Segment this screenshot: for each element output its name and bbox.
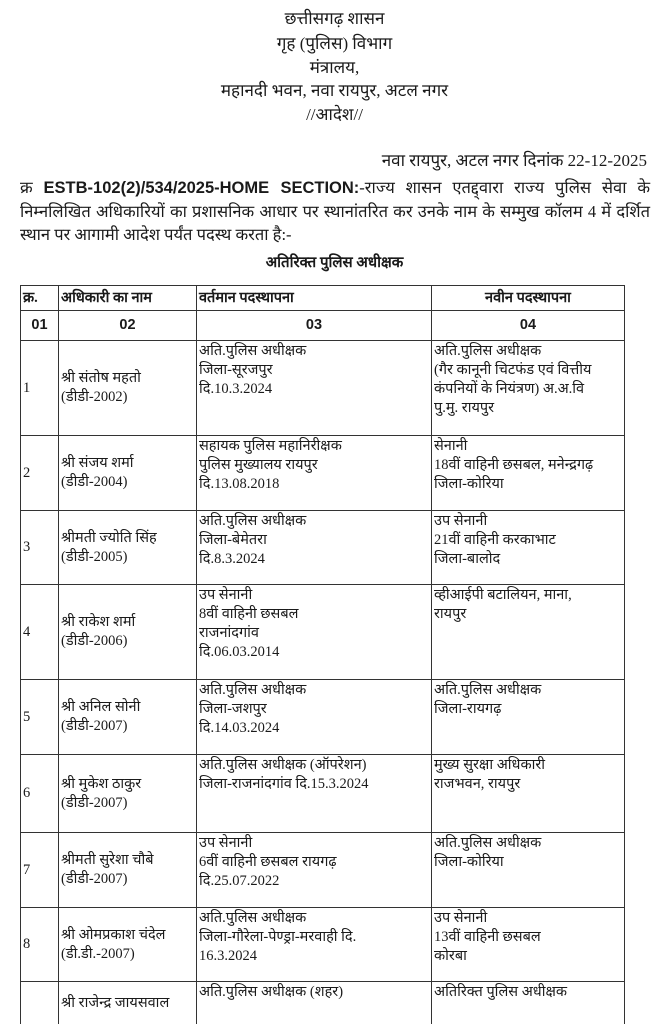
current-posting-line: दि.10.3.2024 (199, 381, 273, 397)
current-posting-line: राजनांदगांव (199, 625, 259, 641)
ministry-name: मंत्रालय, (309, 58, 360, 77)
column-number: 01 (21, 311, 59, 341)
new-posting-line: सेनानी (434, 438, 468, 454)
government-name: छत्तीसगढ़ शासन (284, 9, 385, 28)
serial-number-line: 3 (23, 539, 31, 555)
new-posting (432, 680, 625, 755)
current-posting-line: दि.14.03.2024 (199, 720, 280, 736)
officer-name-line: (डीडी-2004) (61, 474, 128, 490)
new-posting-line: 18वीं वाहिनी छसबल, मनेन्द्रगढ़ (434, 457, 594, 473)
current-posting-line: दि.06.03.2014 (199, 644, 280, 660)
current-posting-line: दि.25.07.2022 (199, 873, 280, 889)
new-posting (432, 585, 625, 680)
new-posting-line: रायपुर (434, 606, 467, 622)
officer-name (59, 511, 197, 585)
serial-number-line: 1 (23, 379, 31, 396)
order-prefix: क्र (20, 178, 33, 197)
new-posting-line: कोरबा (434, 948, 467, 964)
order-text: -राज्य शासन एतद्द्वारा राज्य पुलिस सेवा के निम्नलिखित अधिकारियों का प्रशासनिक आधार पर स्थानांतरित कर उनके नाम के सम्मुख कॉलम 4 में दर्शित स्थान पर आगामी आदेश पर्यंत पदस्थ करता है:- (20, 178, 651, 244)
serial-number (21, 680, 59, 755)
order-number: ESTB-102(2)/534/2025-HOME SECTION: (43, 179, 360, 197)
new-posting-line: 13वीं वाहिनी छसबल (434, 929, 541, 945)
officer-name (59, 982, 197, 1024)
current-posting-line: जिला-गौरेला-पेण्ड्रा-मरवाही दि. (199, 929, 357, 945)
current-posting-line: 16.3.2024 (199, 948, 257, 964)
serial-number (21, 341, 59, 436)
new-posting-line: जिला-बालोद (434, 551, 501, 567)
header-officer-name: अधिकारी का नाम (59, 286, 197, 311)
header-serial: क्र. (21, 286, 59, 311)
current-posting-line: जिला-राजनांदगांव दि.15.3.2024 (199, 776, 369, 792)
officer-name-line: (डीडी-2006) (61, 633, 128, 649)
new-posting-line: अति.पुलिस अधीक्षक (434, 682, 542, 698)
officer-name (59, 436, 197, 511)
current-posting-line: 6वीं वाहिनी छसबल रायगढ़ (199, 854, 337, 870)
serial-number (21, 833, 59, 908)
current-posting (197, 908, 432, 982)
address: महानदी भवन, नवा रायपुर, अटल नगर (220, 81, 449, 100)
table-row (21, 755, 625, 833)
current-posting-line: दि.8.3.2024 (199, 551, 265, 567)
header-current-posting: वर्तमान पदस्थापना (197, 286, 432, 311)
current-posting (197, 680, 432, 755)
current-posting-line: अति.पुलिस अधीक्षक (199, 910, 307, 926)
table-row (21, 511, 625, 585)
serial-number (21, 585, 59, 680)
header-new-posting: नवीन पदस्थापना (432, 286, 625, 311)
current-posting (197, 341, 432, 436)
current-posting-line: दि.13.08.2018 (199, 476, 280, 492)
serial-number-line: 8 (23, 936, 31, 952)
new-posting (432, 436, 625, 511)
new-posting (432, 341, 625, 436)
serial-number-line: 6 (23, 785, 31, 801)
column-number: 04 (432, 311, 625, 341)
officer-name (59, 680, 197, 755)
department-name: गृह (पुलिस) विभाग (276, 34, 393, 53)
order-paragraph (20, 176, 650, 246)
serial-number-line: 2 (23, 464, 31, 481)
officer-name-line: श्री राकेश शर्मा (61, 614, 136, 630)
new-posting-line: जिला-कोरिया (434, 476, 504, 492)
current-posting-line: जिला-जशपुर (199, 701, 267, 717)
officer-name (59, 908, 197, 982)
current-posting-line: 8वीं वाहिनी छसबल (199, 606, 299, 622)
date-line: नवा रायपुर, अटल नगर दिनांक 22-12-2025 (381, 151, 647, 170)
serial-number (21, 755, 59, 833)
new-posting (432, 511, 625, 585)
current-posting-line: सहायक पुलिस महानिरीक्षक (199, 438, 342, 454)
serial-number (21, 908, 59, 982)
new-posting (432, 908, 625, 982)
column-number: 02 (59, 311, 197, 341)
officer-name-line: श्री राजेन्द्र जायसवाल (61, 994, 170, 1011)
serial-number (21, 511, 59, 585)
order-title: //आदेश// (306, 105, 363, 124)
current-posting-line: जिला-बेमेतरा (199, 532, 267, 548)
table-row (21, 680, 625, 755)
officer-name-line: श्री संतोष महतो (61, 370, 141, 386)
new-posting (432, 755, 625, 833)
officer-name (59, 585, 197, 680)
serial-number (21, 436, 59, 511)
new-posting (432, 833, 625, 908)
officer-name-line: श्रीमती ज्योति सिंह (61, 529, 157, 546)
column-number-row (21, 311, 625, 341)
current-posting (197, 982, 432, 1024)
new-posting-line: अतिरिक्त पुलिस अधीक्षक (434, 984, 567, 1000)
current-posting-line: अति.पुलिस अधीक्षक (199, 682, 307, 698)
new-posting-line: राजभवन, रायपुर (434, 776, 521, 792)
officer-name-line: श्री संजय शर्मा (61, 455, 134, 471)
new-posting-line: कंपनियों के नियंत्रण) अ.अ.वि (434, 381, 585, 397)
current-posting (197, 755, 432, 833)
new-posting-line: जिला-रायगढ़ (434, 701, 502, 717)
table-row (21, 436, 625, 511)
new-posting-line: जिला-कोरिया (434, 854, 504, 870)
current-posting-line: जिला-सूरजपुर (199, 362, 273, 378)
table-header-row (21, 286, 625, 311)
officer-name-line: (डीडी-2007) (61, 871, 128, 887)
new-posting-line: अति.पुलिस अधीक्षक (434, 835, 542, 851)
serial-number-line: 4 (23, 623, 31, 640)
new-posting-line: उप सेनानी (434, 513, 488, 529)
current-posting-line: उप सेनानी (199, 835, 253, 851)
officer-name-line: श्रीमती सुरेशा चौबे (61, 852, 154, 868)
table-row (21, 982, 625, 1024)
current-posting-line: अति.पुलिस अधीक्षक (ऑपरेशन) (199, 757, 367, 773)
serial-number (21, 982, 59, 1024)
officer-name-line: (डीडी-2007) (61, 794, 128, 811)
officer-name (59, 833, 197, 908)
current-posting-line: उप सेनानी (199, 587, 253, 603)
current-posting-line: अति.पुलिस अधीक्षक (199, 513, 307, 529)
new-posting-line: (गैर कानूनी चिटफंड एवं वित्तीय (434, 362, 592, 378)
column-number: 03 (197, 311, 432, 341)
current-posting (197, 436, 432, 511)
table-row (21, 585, 625, 680)
new-posting-line: पु.मु. रायपुर (434, 400, 495, 416)
new-posting-line: उप सेनानी (434, 910, 488, 926)
current-posting (197, 585, 432, 680)
officer-name-line: श्री मुकेश ठाकुर (61, 775, 142, 792)
transfer-table (20, 285, 625, 1024)
officer-name-line: (डीडी-2005) (61, 548, 128, 565)
officer-name-line: श्री ओमप्रकाश चंदेल (61, 926, 166, 943)
officer-name-line: (डीडी-2002) (61, 389, 128, 405)
table-row (21, 341, 625, 436)
new-posting-line: व्हीआईपी बटालियन, माना, (434, 587, 572, 603)
table-row (21, 908, 625, 982)
serial-number-line: 5 (23, 708, 31, 725)
new-posting (432, 982, 625, 1024)
current-posting-line: अति.पुलिस अधीक्षक (199, 343, 307, 359)
new-posting-line: 21वीं वाहिनी करकाभाट (434, 532, 556, 548)
officer-name (59, 341, 197, 436)
section-heading: अतिरिक्त पुलिस अधीक्षक (265, 255, 404, 271)
new-posting-line: अति.पुलिस अधीक्षक (434, 343, 542, 359)
current-posting (197, 511, 432, 585)
current-posting (197, 833, 432, 908)
current-posting-line: अति.पुलिस अधीक्षक (शहर) (199, 984, 344, 1000)
table-row (21, 833, 625, 908)
officer-name-line: श्री अनिल सोनी (61, 699, 141, 715)
new-posting-line: मुख्य सुरक्षा अधिकारी (434, 757, 546, 773)
serial-number-line: 7 (23, 861, 31, 878)
current-posting-line: पुलिस मुख्यालय रायपुर (199, 457, 318, 473)
officer-name-line: (डीडी-2007) (61, 718, 128, 734)
officer-name (59, 755, 197, 833)
officer-name-line: (डी.डी.-2007) (61, 945, 135, 962)
